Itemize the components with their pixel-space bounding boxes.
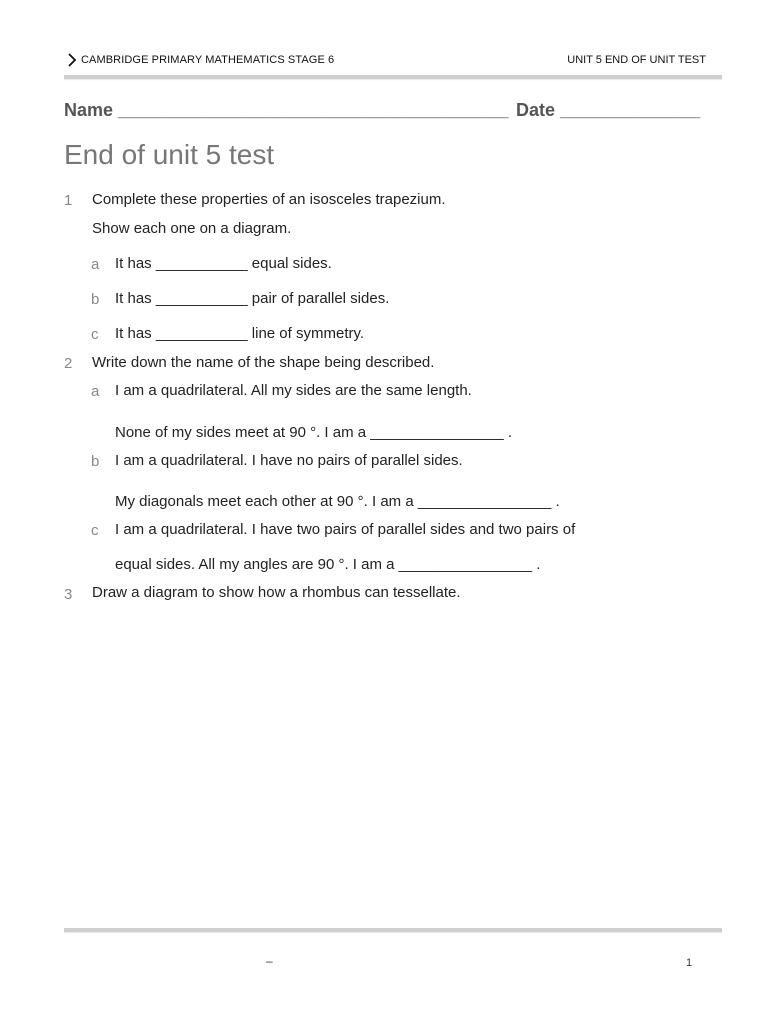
header-divider [64,75,722,79]
question-3-number: 3 [64,586,73,603]
question-2-text: Write down the name of the shape being described. [92,354,435,371]
question-1b-label: b [91,291,100,308]
question-2a-line2[interactable]: None of my sides meet at 90 °. I am a ________________ . [115,424,513,441]
date-field[interactable]: Date ______________ [516,100,701,120]
footer-divider [64,928,722,932]
question-1c-text[interactable]: It has ___________ line of symmetry. [115,325,365,342]
footer-mark: – [266,954,273,968]
question-2a-line1: I am a quadrilateral. All my sides are the same length. [115,382,472,399]
question-1a-text[interactable]: It has ___________ equal sides. [115,255,332,272]
question-3-text: Draw a diagram to show how a rhombus can tessellate. [92,584,461,601]
question-2b-line1: I am a quadrilateral. I have no pairs of parallel sides. [115,452,463,469]
question-1-instruction: Show each one on a diagram. [92,220,292,237]
question-1c-label: c [91,326,99,343]
question-2c-label: c [91,522,99,539]
question-1-text: Complete these properties of an isosceles trapezium. [92,191,446,208]
header-unit-label: UNIT 5 END OF UNIT TEST [567,54,706,66]
question-1a-label: a [91,256,100,273]
question-2a-label: a [91,383,100,400]
question-1-number: 1 [64,192,73,209]
question-1b-text[interactable]: It has ___________ pair of parallel sides. [115,290,390,307]
question-2-number: 2 [64,355,73,372]
question-2b-line2[interactable]: My diagonals meet each other at 90 °. I am a ________________ . [115,493,560,510]
page-title: End of unit 5 test [64,139,275,170]
chevron-right-icon [66,52,78,68]
question-2c-line2[interactable]: equal sides. All my angles are 90 °. I am a ________________ . [115,556,541,573]
header-course-title: CAMBRIDGE PRIMARY MATHEMATICS STAGE 6 [81,54,335,66]
question-2b-label: b [91,453,100,470]
question-2c-line1: I am a quadrilateral. I have two pairs of parallel sides and two pairs of [115,521,576,538]
name-field[interactable]: Name _______________________________________ [64,100,509,120]
page-number: 1 [686,957,693,969]
